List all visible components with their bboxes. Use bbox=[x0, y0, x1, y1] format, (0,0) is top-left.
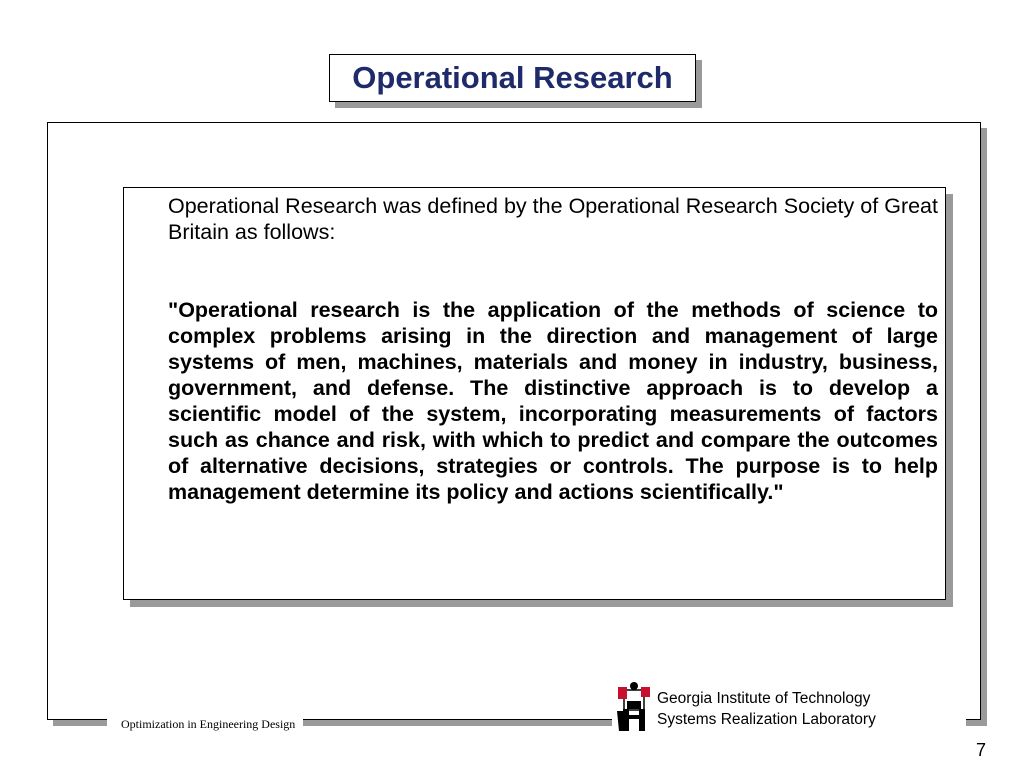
slide-title: Operational Research bbox=[352, 60, 673, 95]
definition-quote: "Operational research is the application of the methods of science to complex problems arising in the direction and management of large systems of men, machines, materials and money in industry, business, government, and defense. The distinctive approach is to develop a scientific model of the system, incorporating measurements of factors such as chance and risk, with which to predict and compare the outcomes of alternative decisions, strategies or controls. The purpose is to help management determine its policy and actions scientifically." bbox=[168, 298, 938, 504]
institute-text bbox=[657, 688, 876, 730]
page-number: 7 bbox=[975, 740, 986, 760]
title-box bbox=[329, 54, 696, 102]
institute-name: Georgia Institute of Technology bbox=[657, 690, 871, 707]
intro-paragraph: Operational Research was defined by the Operational Research Society of Great Britain as follows: bbox=[168, 194, 938, 244]
srl-logo-icon bbox=[615, 681, 653, 733]
lab-name: Systems Realization Laboratory bbox=[657, 711, 876, 728]
content-text bbox=[168, 193, 938, 505]
course-footer bbox=[107, 713, 303, 735]
course-name: Optimization in Engineering Design bbox=[121, 716, 296, 731]
